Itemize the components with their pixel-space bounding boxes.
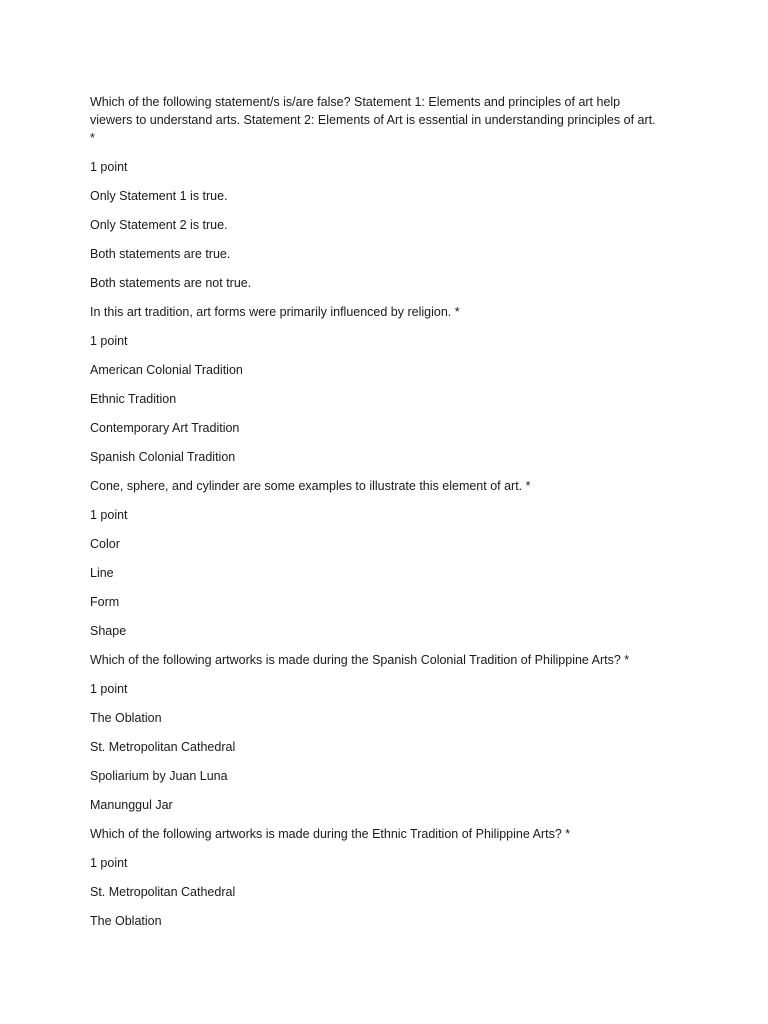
quiz-content: [90, 93, 690, 941]
answer-option: Only Statement 2 is true.: [90, 218, 228, 232]
answer-option: The Oblation: [90, 914, 162, 928]
answer-option: St. Metropolitan Cathedral: [90, 740, 236, 754]
answer-option: Contemporary Art Tradition: [90, 421, 240, 435]
answer-option: Line: [90, 566, 114, 580]
answer-option: The Oblation: [90, 711, 162, 725]
answer-option: American Colonial Tradition: [90, 363, 243, 377]
answer-option: Spanish Colonial Tradition: [90, 450, 236, 464]
answer-option: St. Metropolitan Cathedral: [90, 885, 236, 899]
answer-option: Color: [90, 537, 120, 551]
answer-option: Form: [90, 595, 120, 609]
question-text: Cone, sphere, and cylinder are some examples to illustrate this element of art. *: [90, 479, 531, 493]
answer-option: Both statements are not true.: [90, 276, 252, 290]
answer-option: Manunggul Jar: [90, 798, 173, 812]
answer-option: Both statements are true.: [90, 247, 231, 261]
question-text: Which of the following statement/s is/are false? Statement 1: Elements and principles of art help viewers to understand arts. Statement 2: Elements of Art is essential in understanding principles of art. *: [90, 95, 656, 145]
answer-option: Ethnic Tradition: [90, 392, 177, 406]
question-points: 1 point: [90, 508, 128, 522]
question-points: 1 point: [90, 334, 128, 348]
question-points: 1 point: [90, 856, 128, 870]
answer-option: Shape: [90, 624, 127, 638]
question-points: 1 point: [90, 160, 128, 174]
question-text: In this art tradition, art forms were primarily influenced by religion. *: [90, 305, 460, 319]
question-text: Which of the following artworks is made during the Spanish Colonial Tradition of Philippine Arts? *: [90, 653, 630, 667]
answer-option: Only Statement 1 is true.: [90, 189, 228, 203]
question-text: Which of the following artworks is made during the Ethnic Tradition of Philippine Arts? *: [90, 827, 571, 841]
answer-option: Spoliarium by Juan Luna: [90, 769, 228, 783]
question-points: 1 point: [90, 682, 128, 696]
